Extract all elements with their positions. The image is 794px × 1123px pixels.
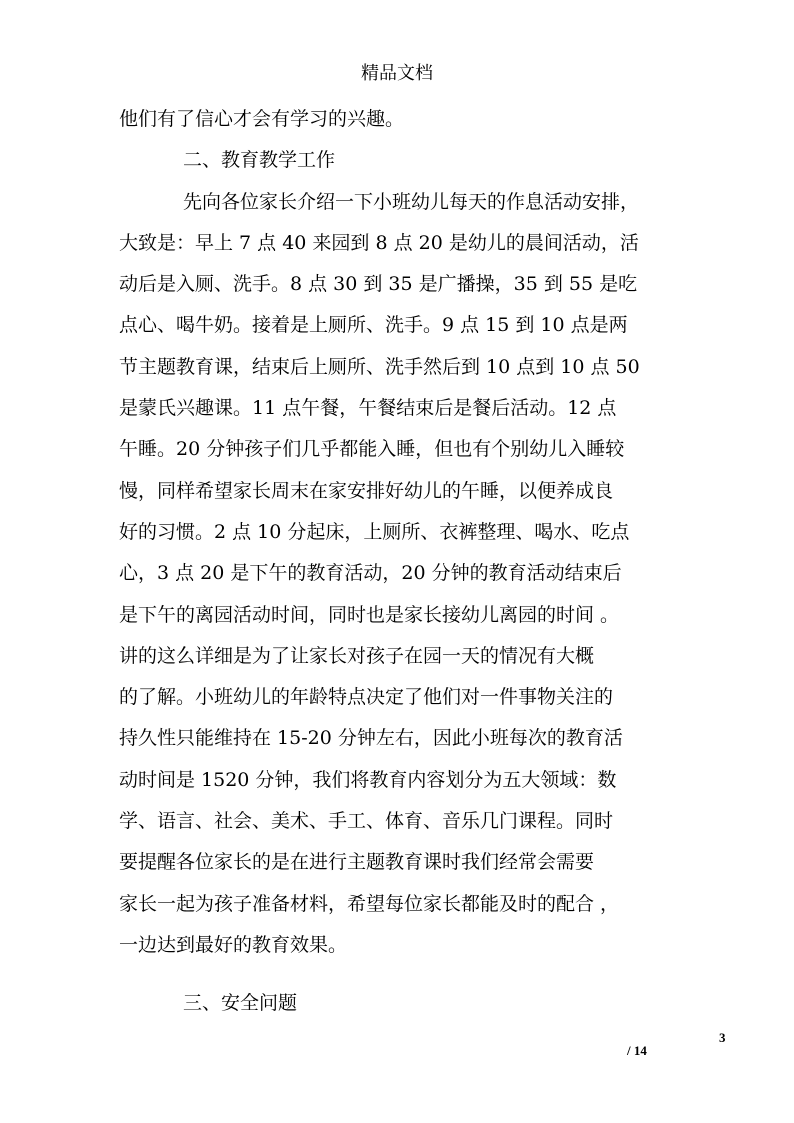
text-line: 是下午的离园活动时间，同时也是家长接幼儿离园的时间 。 xyxy=(119,603,620,626)
paragraph-spacer xyxy=(119,966,681,983)
text-line: 点心、喝牛奶。接着是上厕所、洗手。9 点 15 到 10 点是两 xyxy=(119,314,628,337)
text-line: 家长一起为孩子准备材料，希望每位家长都能及时的配合 ， xyxy=(119,892,620,915)
paragraph-first-line: 先向各位家长介绍一下小班幼儿每天的作息活动安排， xyxy=(183,190,640,213)
text-line: 慢，同样希望家长周末在家安排好幼儿的午睡，以便养成良 xyxy=(119,479,614,502)
text-line: 持久性只能维持在 15-20 分钟左右，因此小班每次的教育活 xyxy=(119,727,623,750)
page-number: 3 xyxy=(719,1030,726,1045)
text-line: 大致是：早上 7 点 40 来园到 8 点 20 是幼儿的晨间活动，活 xyxy=(119,231,639,254)
text-line: 讲的这么详细是为了让家长对孩子在园一天的情况有大概 xyxy=(119,644,595,667)
page-header xyxy=(0,62,794,86)
text-line: 的了解。小班幼儿的年龄特点决定了他们对一件事物关注的 xyxy=(119,686,614,709)
text-line: 学、语言、社会、美术、手工、体育、音乐几门课程。同时 xyxy=(119,810,614,833)
text-line: 是蒙氏兴趣课。11 点午餐，午餐结束后是餐后活动。12 点 xyxy=(119,397,617,420)
section-heading-safety: 三、安全问题 xyxy=(183,992,298,1015)
document-body xyxy=(119,99,681,1025)
text-line: 午睡。20 分钟孩子们几乎都能入睡，但也有个别幼儿入睡较 xyxy=(119,438,625,461)
text-line: 他们有了信心才会有学习的兴趣。 xyxy=(119,108,405,130)
header-title: 精品文档 xyxy=(361,63,433,84)
text-line: 动后是入厕、洗手。8 点 30 到 35 是广播操，35 到 55 是吃 xyxy=(119,273,638,296)
text-line: 好的习惯。2 点 10 分起床，上厕所、衣裤整理、喝水、吃点 xyxy=(119,520,630,543)
text-line: 节主题教育课，结束后上厕所、洗手然后到 10 点到 10 点 50 xyxy=(119,355,640,378)
text-line: 心，3 点 20 是下午的教育活动，20 分钟的教育活动结束后 xyxy=(119,562,622,585)
text-line: 要提醒各位家长的是在进行主题教育课时我们经常会需要 xyxy=(119,851,595,874)
text-line: 一边达到最好的教育效果。 xyxy=(119,933,348,956)
section-heading-teaching: 二、教育教学工作 xyxy=(183,149,336,172)
text-line: 动时间是 1520 分钟，我们将教育内容划分为五大领域：数 xyxy=(119,768,617,791)
page-total: / 14 xyxy=(627,1043,647,1058)
